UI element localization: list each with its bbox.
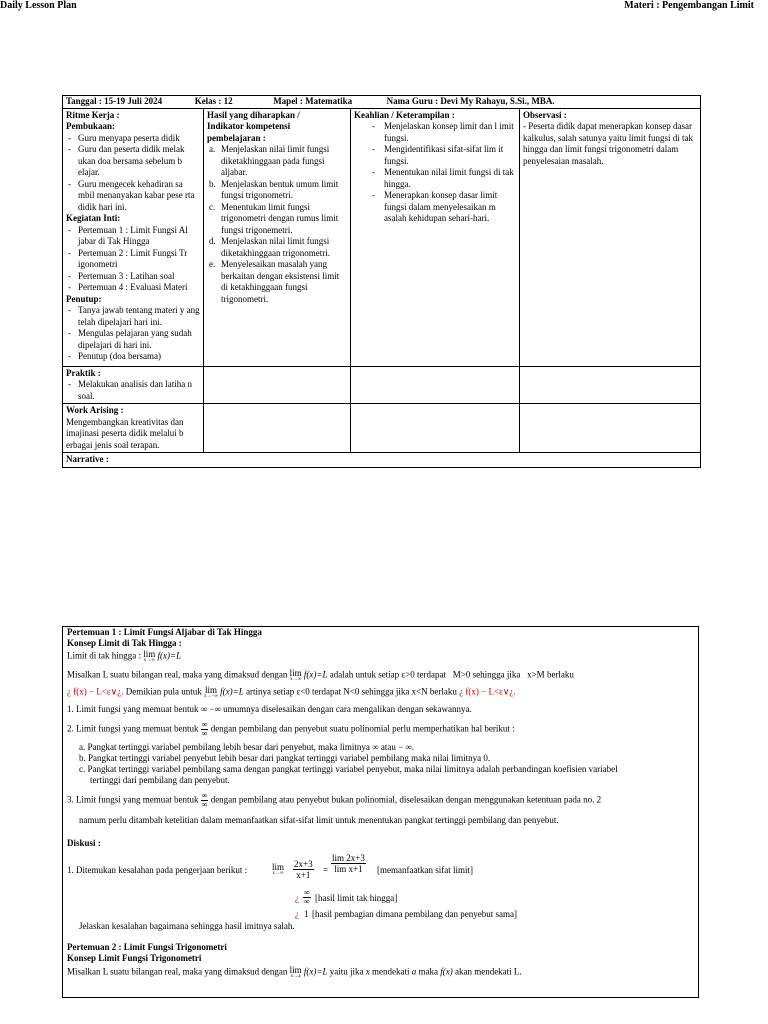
definition-para-2: ¿ f(x) − L<ε∨¿. Demikian pula untuk lim x→−∞ f(x)=L artinya setiap ε<0 terdapat N<0 sehingga jika x<N berlaku ¿ f(x) − L<ε∨¿. [67, 685, 516, 699]
pertemuan-1-subtitle: Konsep Limit di Tak Hingga : [67, 638, 182, 648]
point-2: 2. Limit fungsi yang memuat bentuk $\frac{\infty}{\infty}$ dengan pembilang dan penyebut suatu polinomial perlu memperhatikan hal berikut : [67, 720, 515, 738]
mapel: Mapel : Matematika [273, 96, 353, 106]
list-item: - Guru mengecek kehadiran sa mbil menanyakan kabar pese rta didik hari ini. [66, 179, 200, 214]
list-item: c. Menentukan limit fungsi trigonometri dengan rumus limit fungsi trigonemetri. [209, 201, 339, 235]
keahlian-list [354, 121, 516, 225]
diskusi-line-1: 1. Ditemukan kesalahan pada pengerjaan berikut : lim x→∞ $\frac{2x+3}{x+1}$ = $\frac{\lim 2x+3}{\text{lim x+1}}$ [memanfaatkan sifat limit] [67, 853, 473, 880]
penutup-list [66, 305, 200, 363]
point-1: 1. Limit fungsi yang memuat bentuk ∞ −∞ umumnya diselesaikan dengan cara mengalikan dengan sekawannya. [67, 704, 472, 714]
list-item: - Guru menyapa peserta didik [66, 133, 200, 145]
indikator-head-2: Indikator kompetensi [207, 121, 291, 131]
list-item: d. Menjelaskan nilai limit fungsi diketakhinggaan trigonometri. [209, 236, 330, 258]
keahlian-head: Keahlian / Keterampilan : [354, 109, 455, 120]
point-3-continued: namum perlu ditambah ketelitian dalam memanfaatkan sifat-sifat limit untuk menentukan pangkat tertinggi pembilang dan penyebut. [79, 815, 559, 825]
pembukaan-title: Pembukaan: [66, 121, 116, 131]
observasi-cell [520, 108, 701, 366]
lesson-plan-table [62, 95, 701, 468]
tanggal: Tanggal : 15-19 Juli 2024 [66, 96, 163, 106]
praktik-row [63, 366, 701, 404]
narrative-head: Narrative : [66, 454, 109, 464]
list-item: - Mengulas pelajaran yang sudah dipelajari di hari ini. [66, 328, 200, 351]
work-arising-text: Mengembangkan kreativitas dan imajinasi peserta didik melalui b erbagai jenis soal terapan. [66, 416, 184, 450]
ritme-kerja-head: Ritme Kerja : [66, 109, 120, 120]
list-item: - Melakukan analisis dan latiha n soal. [66, 379, 200, 402]
pertemuan-2-definition: Misalkan L suatu bilangan real, maka yang dimaksud dengan lim x→a f(x)=L yaitu jika x mendekati a maka f(x) akan mendekati L. [67, 965, 522, 979]
praktik-head: Praktik : [66, 367, 101, 378]
list-item: - Tanya jawab tentang materi y ang telah dipelajari hari ini. [66, 305, 200, 328]
info-row [63, 96, 701, 109]
list-item: - Menentukan nilai limit fungsi di tak hingga. [354, 167, 516, 190]
narrative-row [63, 453, 701, 468]
list-item: - Mengidentifikasi sifat-sifat lim it fungsi. [354, 144, 516, 167]
pertemuan-2-title: Pertemuan 2 : Limit Fungsi Trigonometri [67, 942, 227, 952]
list-item: a. Menjelaskan nilai limit fungsi diketakhinggaan pada fungsi aljabar. [209, 144, 330, 177]
penutup-title: Penutup: [66, 293, 102, 304]
ritme-kerja-cell [63, 108, 204, 366]
list-item: b. Menjelaskan bentuk umum limit fungsi trigonometri. [209, 178, 339, 200]
list-item: - Guru dan peserta didik melak ukan doa bersama sebelum b elajar. [66, 144, 200, 179]
observasi-head: Observasi : [523, 109, 567, 120]
list-item: e. Menyelesaikan masalah yang berkaitan dengan eksistensi limit di ketakhinggaan fungsi trigonometri. [209, 259, 340, 304]
point-3: 3. Limit fungsi yang memuat bentuk $\frac{\infty}{\infty}$ dengan pembilang atau penyebut bukan polinomial, diselesaikan dengan menggunakan ketentuan pada no. 2 [67, 791, 602, 809]
plan-title: Daily Lesson Plan [0, 0, 77, 11]
keahlian-cell [351, 108, 520, 366]
diskusi-line-3: ¿ 1 [hasil pembagian dimana pembilang dan penyebut sama] [295, 909, 517, 919]
diskusi-question: Jelaskan kesalahan bagaimana sehingga hasil imitnya salah. [79, 921, 295, 931]
list-item: - Penutup (doa bersama) [66, 351, 200, 363]
pembukaan-list [66, 133, 200, 214]
diskusi-title: Diskusi : [67, 838, 101, 848]
praktik-list [66, 379, 200, 402]
nama-guru: Nama Guru : Devi My Rahayu, S.Si., MBA. [386, 96, 555, 106]
pertemuan-1-title: Pertemuan 1 : Limit Fungsi Aljabar di Tak Hingga [67, 627, 262, 637]
kegiatan-inti-title: Kegiatan Inti: [66, 213, 121, 223]
pertemuan-2-subtitle: Konsep Limit Fungsi Trigonometri [67, 953, 202, 963]
list-item: - Pertemuan 1 : Limit Fungsi Al jabar di Tak Hingga [66, 225, 200, 248]
indikator-head-1: Hasil yang diharapkan / [207, 109, 300, 120]
list-item-continued: tertinggi dari pembilang dan penyebut. [90, 775, 230, 785]
list-item: - Menjelaskan konsep limit dan l imit fungsi. [354, 121, 516, 144]
kelas: Kelas : 12 [194, 96, 233, 106]
observasi-text: - Peserta didik dapat menerapkan konsep dasar kalkulus, salah satunya yaitu limit fungsi di tak hingga dan limit fungsi trigonometri dalam penyelesaian masalah. [523, 121, 693, 166]
list-item: - Pertemuan 3 : Latihan soal [66, 271, 200, 283]
limit-def-line: Limit di tak hingga : lim x→∞ f(x)=L [67, 649, 182, 663]
list-item: c. Pangkat tertinggi variabel pembilang sama dengan pangkat tertinggi variabel penyebut, maka nilai limitnya adalah perbandingan koefisien variabel [79, 764, 618, 774]
indikator-list [207, 144, 347, 305]
plan-materi: Materi : Pengembangan Limit [624, 0, 754, 11]
indikator-cell [204, 108, 351, 366]
work-arising-row [63, 404, 701, 453]
diskusi-line-2: ¿ ∞ ∞ [hasil limit tak hingga] [295, 888, 398, 906]
point-2-sublist [67, 742, 694, 786]
main-row [63, 108, 701, 366]
list-item: - Pertemuan 4 : Evaluasi Materi [66, 282, 200, 294]
kegiatan-inti-list [66, 225, 200, 294]
list-item: a. Pangkat tertinggi variabel pembilang lebih besar dari penyebut, maka limitnya ∞ atau − ∞. [79, 742, 415, 752]
list-item: - Menerapkan konsep dasar limit fungsi dalam menyelesaikan m asalah kehidupan sehari-hari. [354, 190, 516, 225]
list-item: b. Pangkat tertinggi variabel penyebut lebih besar dari pangkat tertinggi variabel pembilang maka nilai limitnya 0. [79, 753, 491, 763]
work-arising-head: Work Arising : [66, 405, 124, 415]
indikator-head-3: pembelajaran : [207, 132, 266, 143]
definition-para-1: Misalkan L suatu bilangan real, maka yang dimaksud dengan lim x→∞ f(x)=L adalah untuk setiap ε>0 terdapat M>0 sehingga jika x>M berlaku [67, 668, 574, 682]
plan-header [0, 0, 754, 12]
list-item: - Pertemuan 2 : Limit Fungsi Tr igonometri [66, 248, 200, 271]
materi-detail-box [62, 626, 699, 998]
